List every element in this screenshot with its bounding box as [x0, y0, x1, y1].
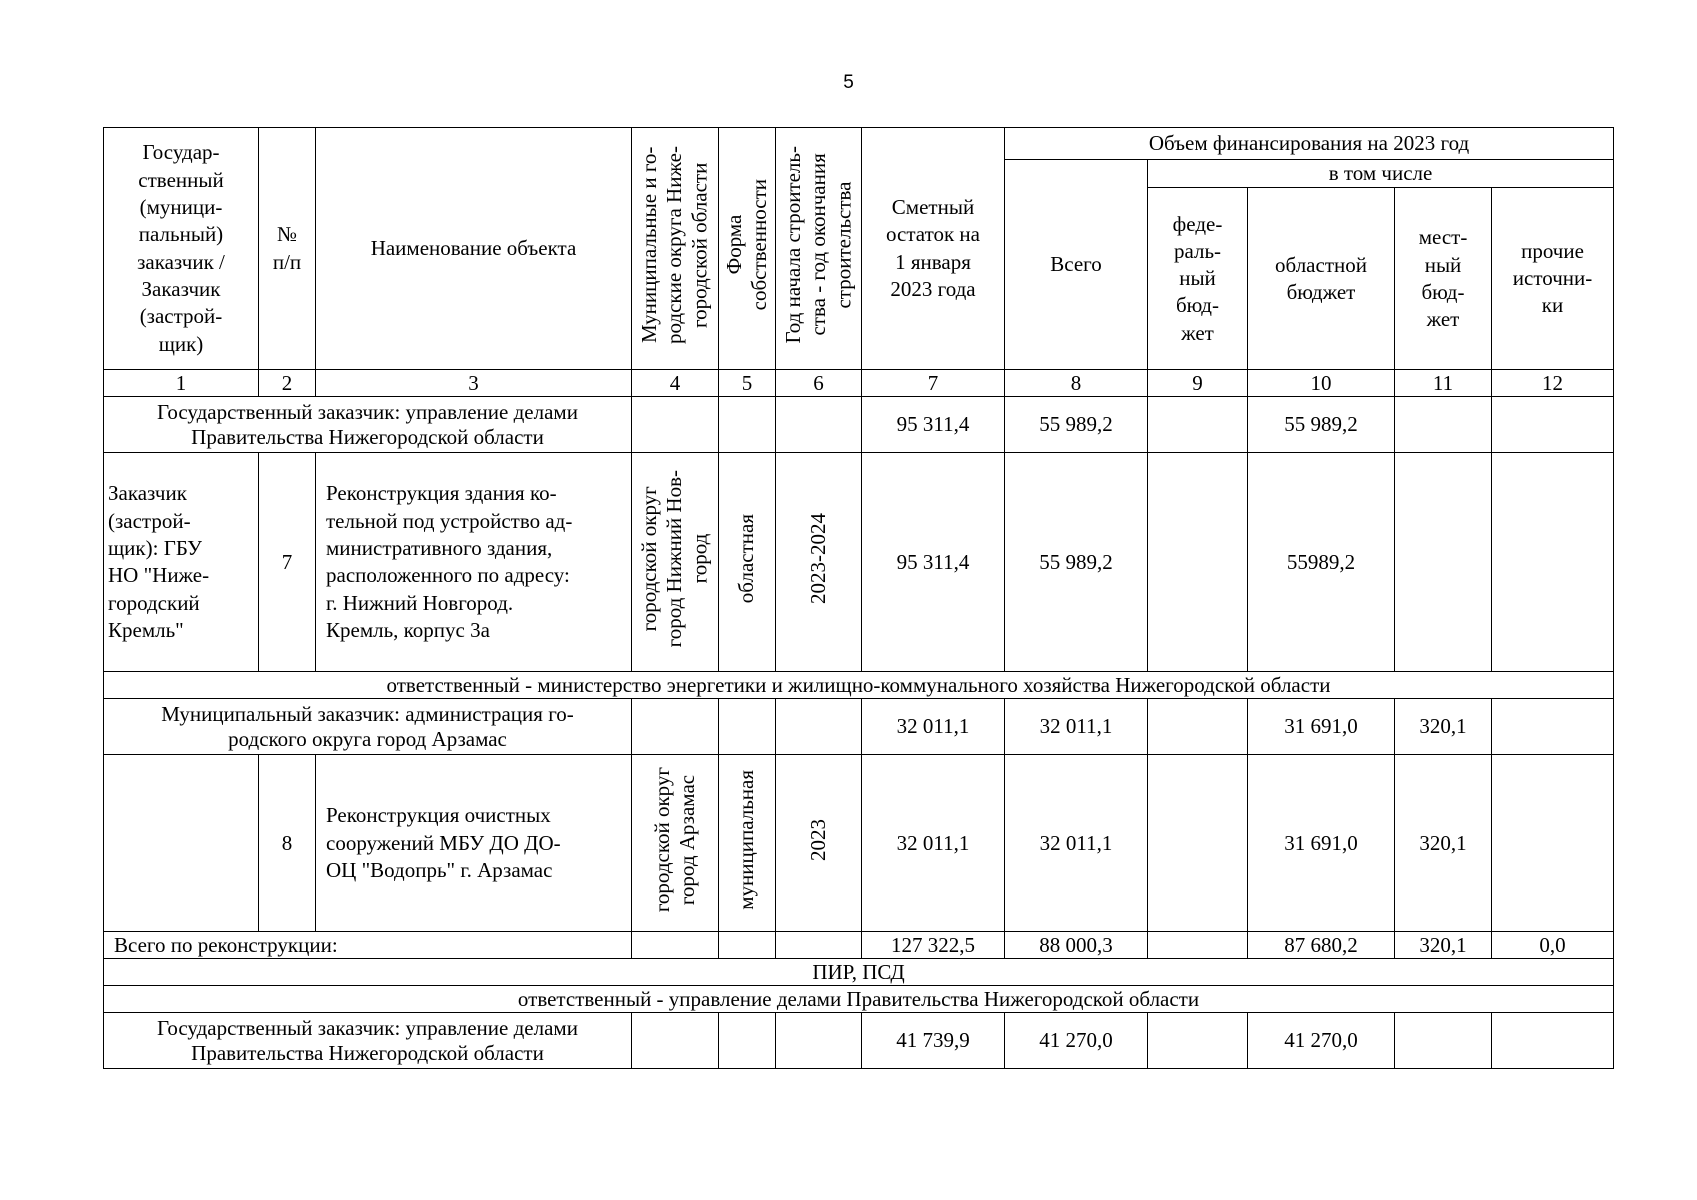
regional-value: 55 989,2 — [1248, 397, 1395, 453]
object-ownership: областная — [719, 453, 776, 672]
total-value: 32 011,1 — [1005, 755, 1148, 932]
header-ownership: Форма собственности — [719, 128, 776, 370]
empty-cell — [719, 932, 776, 959]
federal-value — [1148, 453, 1248, 672]
object-row — [104, 755, 1614, 932]
total-label: Всего по реконструкции: — [104, 932, 632, 959]
header-row-1 — [104, 128, 1614, 160]
column-number: 11 — [1395, 370, 1492, 397]
responsible-label: ответственный - министерство энергетики и жилищно-коммунального хозяйства Нижегородской области — [104, 672, 1614, 699]
empty-cell — [776, 699, 862, 755]
column-number: 4 — [632, 370, 719, 397]
object-ownership: муниципальная — [719, 755, 776, 932]
header-regional-budget: областной бюджет — [1248, 188, 1395, 370]
header-total: Всего — [1005, 160, 1148, 370]
object-name: Реконструкция очистных сооружений МБУ ДО ДО- ОЦ "Водопрь" г. Арзамас — [316, 755, 632, 932]
column-number: 1 — [104, 370, 259, 397]
header-number: № п/п — [259, 128, 316, 370]
section-title: ПИР, ПСД — [104, 959, 1614, 986]
total-value: 55 989,2 — [1005, 397, 1148, 453]
empty-cell — [632, 1013, 719, 1069]
other-value — [1492, 1013, 1614, 1069]
header-years: Год начала строитель- ства - год окончания строительства — [776, 128, 862, 370]
regional-value: 87 680,2 — [1248, 932, 1395, 959]
object-number: 8 — [259, 755, 316, 932]
empty-cell — [632, 699, 719, 755]
header-object-name: Наименование объекта — [316, 128, 632, 370]
client-row — [104, 699, 1614, 755]
object-district: городской округ город Арзамас — [632, 755, 719, 932]
column-number: 9 — [1148, 370, 1248, 397]
federal-value — [1148, 1013, 1248, 1069]
local-value — [1395, 453, 1492, 672]
header-client: Государ- ственный (муници- пальный) заказчик / Заказчик (застрой- щик) — [104, 128, 259, 370]
header-other-sources: прочие источни- ки — [1492, 188, 1614, 370]
column-number: 5 — [719, 370, 776, 397]
total-row — [104, 932, 1614, 959]
financing-table — [103, 127, 1614, 1069]
column-number: 12 — [1492, 370, 1614, 397]
federal-value — [1148, 699, 1248, 755]
regional-value: 41 270,0 — [1248, 1013, 1395, 1069]
object-district: городской округ город Нижний Нов- город — [632, 453, 719, 672]
empty-cell — [632, 397, 719, 453]
local-value — [1395, 397, 1492, 453]
regional-value: 31 691,0 — [1248, 755, 1395, 932]
other-value — [1492, 755, 1614, 932]
client-label: Муниципальный заказчик: администрация го- родского округа город Арзамас — [104, 699, 632, 755]
empty-cell — [776, 932, 862, 959]
responsible-row — [104, 986, 1614, 1013]
header-federal-budget: феде- раль- ный бюд- жет — [1148, 188, 1248, 370]
regional-value: 55989,2 — [1248, 453, 1395, 672]
total-value: 41 270,0 — [1005, 1013, 1148, 1069]
object-row — [104, 453, 1614, 672]
client-row — [104, 397, 1614, 453]
column-number: 3 — [316, 370, 632, 397]
column-number: 6 — [776, 370, 862, 397]
header-including: в том числе — [1148, 160, 1614, 188]
other-value — [1492, 453, 1614, 672]
column-number: 10 — [1248, 370, 1395, 397]
object-name: Реконструкция здания ко- тельной под устройство ад- министративного здания, расположенного по адресу: г. Нижний Новгород. Кремль, корпус 3а — [316, 453, 632, 672]
section-row — [104, 959, 1614, 986]
total-value: 55 989,2 — [1005, 453, 1148, 672]
total-value: 32 011,1 — [1005, 699, 1148, 755]
empty-cell — [776, 397, 862, 453]
estimate-balance-value: 95 311,4 — [862, 397, 1005, 453]
empty-cell — [632, 932, 719, 959]
object-number: 7 — [259, 453, 316, 672]
header-district: Муниципальные и го- родские округа Ниже- городской области — [632, 128, 719, 370]
total-value: 88 000,3 — [1005, 932, 1148, 959]
column-number: 2 — [259, 370, 316, 397]
client-label: Государственный заказчик: управление делами Правительства Нижегородской области — [104, 1013, 632, 1069]
header-local-budget: мест- ный бюд- жет — [1395, 188, 1492, 370]
column-numbers-row — [104, 370, 1614, 397]
object-years: 2023-2024 — [776, 453, 862, 672]
object-client: Заказчик (застрой- щик): ГБУ НО "Ниже- городский Кремль" — [104, 453, 259, 672]
column-number: 8 — [1005, 370, 1148, 397]
estimate-balance-value: 127 322,5 — [862, 932, 1005, 959]
estimate-balance-value: 32 011,1 — [862, 699, 1005, 755]
client-row — [104, 1013, 1614, 1069]
object-years: 2023 — [776, 755, 862, 932]
empty-cell — [719, 699, 776, 755]
empty-cell — [719, 1013, 776, 1069]
estimate-balance-value: 32 011,1 — [862, 755, 1005, 932]
empty-cell — [776, 1013, 862, 1069]
local-value: 320,1 — [1395, 755, 1492, 932]
federal-value — [1148, 755, 1248, 932]
object-client — [104, 755, 259, 932]
header-financing-group: Объем финансирования на 2023 год — [1005, 128, 1614, 160]
local-value: 320,1 — [1395, 699, 1492, 755]
local-value: 320,1 — [1395, 932, 1492, 959]
header-estimate-balance: Сметный остаток на 1 января 2023 года — [862, 128, 1005, 370]
responsible-label: ответственный - управление делами Правительства Нижегородской области — [104, 986, 1614, 1013]
other-value — [1492, 699, 1614, 755]
federal-value — [1148, 397, 1248, 453]
client-label: Государственный заказчик: управление делами Правительства Нижегородской области — [104, 397, 632, 453]
federal-value — [1148, 932, 1248, 959]
local-value — [1395, 1013, 1492, 1069]
regional-value: 31 691,0 — [1248, 699, 1395, 755]
page-number: 5 — [843, 72, 854, 93]
responsible-row — [104, 672, 1614, 699]
estimate-balance-value: 95 311,4 — [862, 453, 1005, 672]
empty-cell — [719, 397, 776, 453]
estimate-balance-value: 41 739,9 — [862, 1013, 1005, 1069]
other-value: 0,0 — [1492, 932, 1614, 959]
column-number: 7 — [862, 370, 1005, 397]
other-value — [1492, 397, 1614, 453]
